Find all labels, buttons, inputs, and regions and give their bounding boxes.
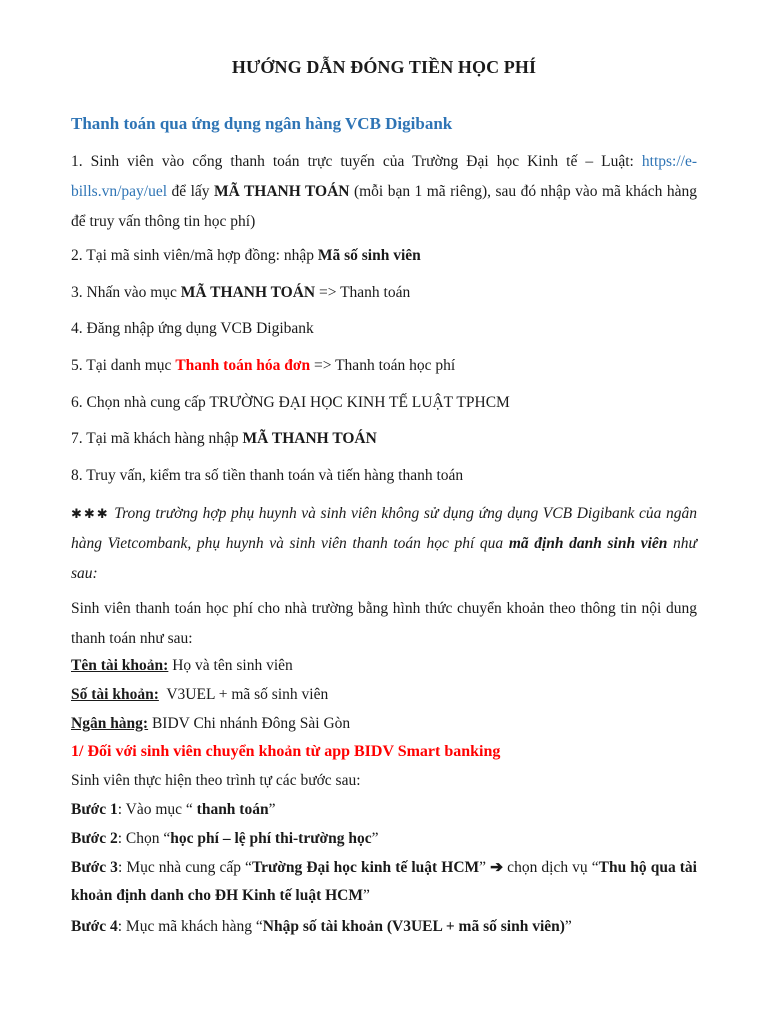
bidv-step-4-text: : Mục mã khách hàng “ — [117, 918, 263, 935]
section-subtitle: Thanh toán qua ứng dụng ngân hàng VCB Digibank — [71, 114, 453, 133]
bidv-step-1-text: : Vào mục “ — [117, 801, 197, 818]
account-name-row — [71, 657, 697, 675]
bidv-step-1 — [71, 801, 697, 819]
account-name-label: Tên tài khoản: — [71, 657, 169, 674]
step-3 — [71, 284, 697, 302]
steps-intro: Sinh viên thực hiện theo trình tự các bước sau: — [71, 772, 361, 789]
account-number-row — [71, 686, 697, 704]
step-3-bold: MÃ THANH TOÁN — [180, 284, 316, 301]
bidv-step-2 — [71, 830, 697, 848]
bidv-step-3-text-4: ” — [363, 887, 370, 904]
bidv-step-3-text-3: chọn dịch vụ “ — [503, 859, 599, 876]
step-3-text: 3. Nhấn vào mục — [71, 284, 181, 301]
bidv-step-4-bold: Nhập số tài khoản (V3UEL + mã số sinh viên) — [262, 918, 565, 935]
bidv-step-1-text-2: ” — [268, 801, 276, 818]
account-number-value: V3UEL + mã số sinh viên — [158, 686, 329, 703]
step-3-text-2: => Thanh toán — [315, 284, 411, 301]
bank-label: Ngân hàng: — [71, 715, 149, 732]
asterisks-icon: ✱✱✱ — [71, 506, 110, 521]
account-name-value: Họ và tên sinh viên — [168, 657, 293, 674]
step-8 — [71, 467, 697, 485]
payment-portal-link[interactable]: https://e-bills.vn/pay/uel — [71, 153, 697, 200]
bidv-step-4 — [71, 918, 697, 936]
step-4 — [71, 320, 697, 338]
bidv-step-3-label: Bước 3 — [71, 859, 118, 876]
note-text-2: như sau: — [71, 535, 697, 582]
step-5-text: 5. Tại danh mục — [71, 357, 176, 374]
note-bold: mã định danh sinh viên — [508, 535, 668, 552]
bidv-step-3 — [71, 854, 697, 910]
arrow-right-icon: ➔ — [490, 859, 504, 876]
step-2 — [71, 247, 697, 265]
bidv-step-1-label: Bước 1 — [71, 801, 118, 818]
step-6-text: 6. Chọn nhà cung cấp TRƯỜNG ĐẠI HỌC KINH TẾ LUẬT TPHCM — [71, 394, 510, 411]
step-8-text: 8. Truy vấn, kiểm tra số tiền thanh toán và tiến hàng thanh toán — [71, 467, 464, 484]
bidv-step-3-text-2: ” — [479, 859, 491, 876]
bidv-step-2-text: : Chọn “ — [117, 830, 171, 847]
step-2-bold: Mã số sinh viên — [317, 247, 421, 264]
bidv-step-2-text-2: ” — [371, 830, 379, 847]
transfer-intro: Sinh viên thanh toán học phí cho nhà trường bằng hình thức chuyển khoản theo thông tin nội dung thanh toán như sau: — [71, 600, 697, 647]
step-1-text-2: để lấy — [167, 183, 214, 200]
step-1-text: 1. Sinh viên vào cổng thanh toán trực tuyến của Trường Đại học Kinh tế – Luật: — [71, 153, 642, 170]
bidv-step-1-bold: thanh toán — [196, 801, 269, 818]
step-5 — [71, 357, 697, 375]
bidv-step-2-bold: học phí – lệ phí thi-trường học — [170, 830, 372, 847]
step-5-text-2: => Thanh toán học phí — [310, 357, 456, 374]
bank-value: BIDV Chi nhánh Đông Sài Gòn — [148, 715, 351, 732]
step-5-red-text: Thanh toán hóa đơn — [175, 357, 311, 374]
step-6 — [71, 394, 697, 412]
step-7-bold: MÃ THANH TOÁN — [242, 430, 377, 447]
bank-row — [71, 715, 697, 733]
step-7-text: 7. Tại mã khách hàng nhập — [71, 430, 243, 447]
step-1 — [71, 147, 697, 237]
bidv-step-3-text: : Mục nhà cung cấp “ — [117, 859, 252, 876]
account-number-label: Số tài khoản: — [71, 686, 159, 703]
step-1-text-3: (mỗi bạn 1 mã riêng), sau đó nhập vào mã khách hàng để truy vấn thông tin học phí) — [71, 183, 697, 230]
step-1-bold: MÃ THANH TOÁN — [213, 183, 350, 200]
step-2-text: 2. Tại mã sinh viên/mã hợp đồng: nhập — [71, 247, 318, 264]
step-4-text: 4. Đăng nhập ứng dụng VCB Digibank — [71, 320, 314, 337]
bidv-step-4-text-2: ” — [564, 918, 572, 935]
bidv-step-4-label: Bước 4 — [71, 918, 118, 935]
bidv-step-3-bold: Trường Đại học kinh tế luật HCM — [251, 859, 480, 876]
page-title: HƯỚNG DẪN ĐÓNG TIỀN HỌC PHÍ — [231, 57, 537, 77]
step-7 — [71, 430, 697, 448]
note-text: Trong trường hợp phụ huynh và sinh viên không sử dụng ứng dụng VCB Digibank của ngân hàng Vietcombank, phụ huynh và sinh viên thanh toán học phí qua — [71, 505, 697, 552]
bidv-step-3-bold-2: Thu hộ qua tài khoản định danh cho ĐH Kinh tế luật HCM — [71, 859, 697, 904]
note-paragraph — [71, 499, 697, 589]
bidv-heading: 1/ Đối với sinh viên chuyển khoản từ app BIDV Smart banking — [71, 743, 501, 760]
bidv-step-2-label: Bước 2 — [71, 830, 118, 847]
